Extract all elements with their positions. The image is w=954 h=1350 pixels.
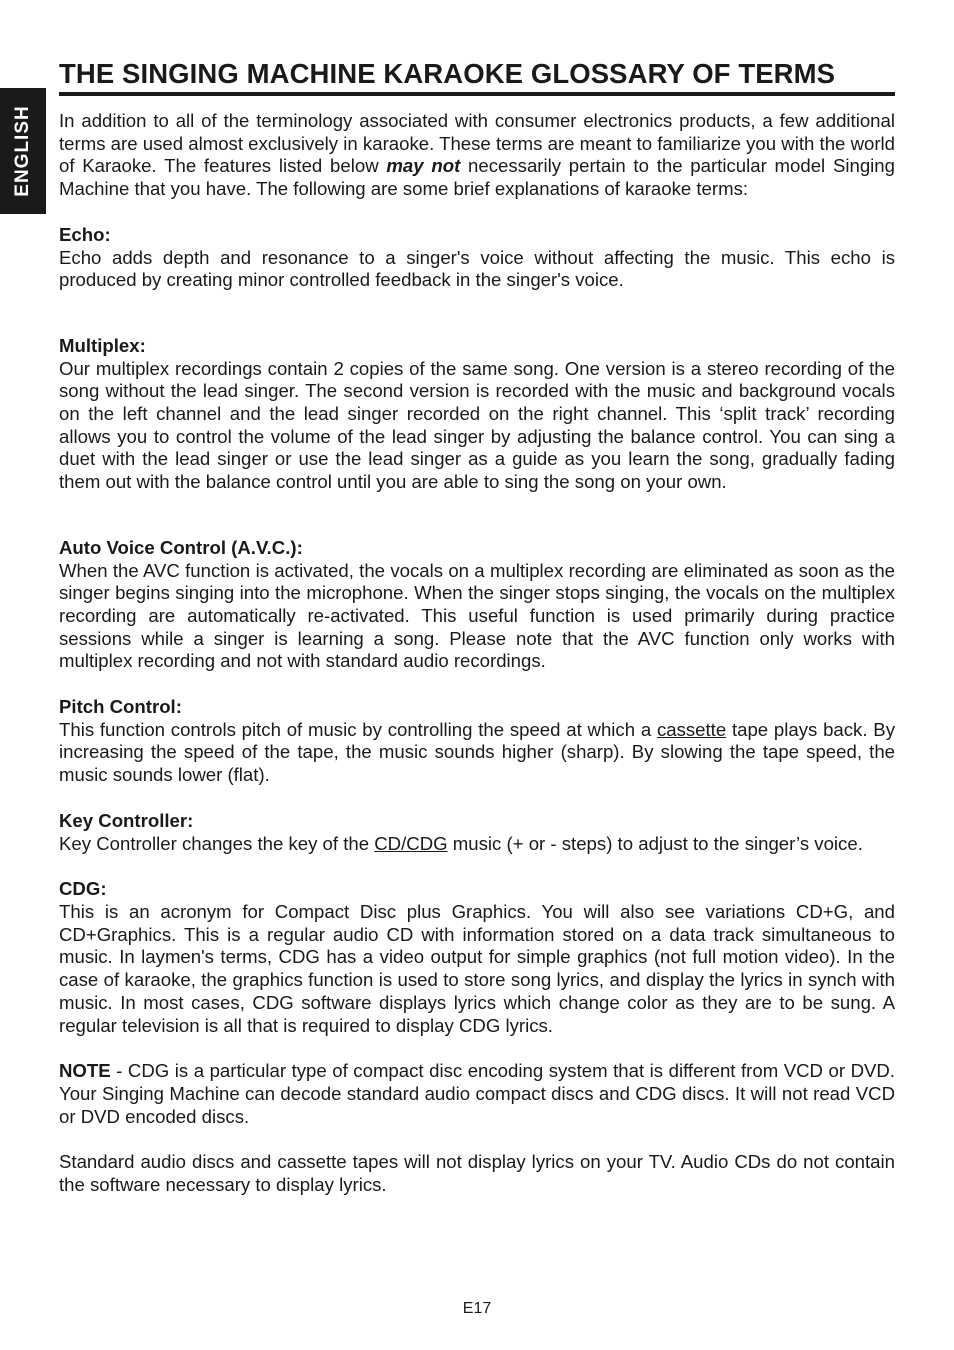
cdg-heading: CDG: <box>59 878 107 900</box>
page-title: THE SINGING MACHINE KARAOKE GLOSSARY OF TERMS <box>59 56 895 96</box>
section-echo <box>59 224 895 292</box>
pitch-body <box>59 719 895 787</box>
key-text-after: music (+ or - steps) to adjust to the singer’s voice. <box>447 832 863 854</box>
avc-heading: Auto Voice Control (A.V.C.): <box>59 536 303 558</box>
page-content <box>59 56 895 1197</box>
pitch-text-before: This function controls pitch of music by controlling the speed at which a <box>59 718 657 740</box>
section-multiplex <box>59 335 895 494</box>
closing-paragraph: Standard audio discs and cassette tapes will not display lyrics on your TV. Audio CDs do not contain the software necessary to display lyrics. <box>59 1151 895 1196</box>
language-tab-label: ENGLISH <box>12 105 33 197</box>
multiplex-heading: Multiplex: <box>59 334 146 356</box>
language-tab <box>0 88 46 214</box>
pitch-heading: Pitch Control: <box>59 696 182 718</box>
note-label: NOTE <box>59 1060 111 1082</box>
echo-heading: Echo: <box>59 223 111 245</box>
pitch-text-after: tape plays back. By increasing the speed of the tape, the music sounds higher (sharp). By slowing the tape speed, the music sounds lower (flat). <box>59 718 895 786</box>
note-paragraph <box>59 1060 895 1128</box>
intro-paragraph <box>59 110 895 201</box>
page-number: E17 <box>462 1300 492 1317</box>
intro-emphasis: may not <box>386 155 461 177</box>
intro-text-before: In addition to all of the terminology associated with consumer electronics products, a few additional terms are used almost exclusively in karaoke. These terms are meant to familiarize you with the world of Karaoke. The features listed below <box>59 110 895 177</box>
intro-text-after: necessarily pertain to the particular model Singing Machine that you have. The following are some brief explanations of karaoke terms: <box>59 155 895 200</box>
key-underlined-term: CD/CDG <box>374 832 448 854</box>
avc-body: When the AVC function is activated, the vocals on a multiplex recording are eliminated as soon as the singer begins singing into the microphone. When the singer stops singing, the vocals on the multiplex recording are automatically re-activated. This useful function is used primarily during practice sessions while a singer is learning a song. Please note that the AVC function only works with multiplex recording and not with standard audio recordings. <box>59 559 895 672</box>
pitch-underlined-term: cassette <box>656 718 727 740</box>
section-pitch-control <box>59 696 895 787</box>
section-avc <box>59 537 895 673</box>
echo-body: Echo adds depth and resonance to a singer's voice without affecting the music. This echo is produced by creating minor controlled feedback in the singer's voice. <box>59 246 895 291</box>
cdg-body: This is an acronym for Compact Disc plus Graphics. You will also see variations CD+G, and CD+Graphics. This is a regular audio CD with information stored on a data track simultaneous to music. In laymen's terms, CDG has a video output for simple graphics (not full motion video). In the case of karaoke, the graphics function is used to store song lyrics, and display the lyrics in synch with music. In most cases, CDG software displays lyrics which change color as they are to be sung. A regular television is all that is required to display CDG lyrics. <box>59 900 895 1036</box>
key-body <box>59 833 895 856</box>
section-key-controller <box>59 810 895 855</box>
key-heading: Key Controller: <box>59 809 194 831</box>
note-body: - CDG is a particular type of compact disc encoding system that is different from VCD or DVD. Your Singing Machine can decode standard audio compact discs and CDG discs. It will not read VCD or DVD encoded discs. <box>59 1060 895 1127</box>
multiplex-body: Our multiplex recordings contain 2 copies of the same song. One version is a stereo recording of the song without the lead singer. The second version is recorded with the music and background vocals on the left channel and the lead singer recorded on the right channel. This ‘split track’ recording allows you to control the volume of the lead singer by adjusting the balance control. You can sing a duet with the lead singer or use the lead singer as a guide as you learn the song, gradually fading them out with the balance control until you are able to sing the song on your own. <box>59 357 895 493</box>
key-text-before: Key Controller changes the key of the <box>59 832 375 854</box>
section-cdg <box>59 878 895 1037</box>
